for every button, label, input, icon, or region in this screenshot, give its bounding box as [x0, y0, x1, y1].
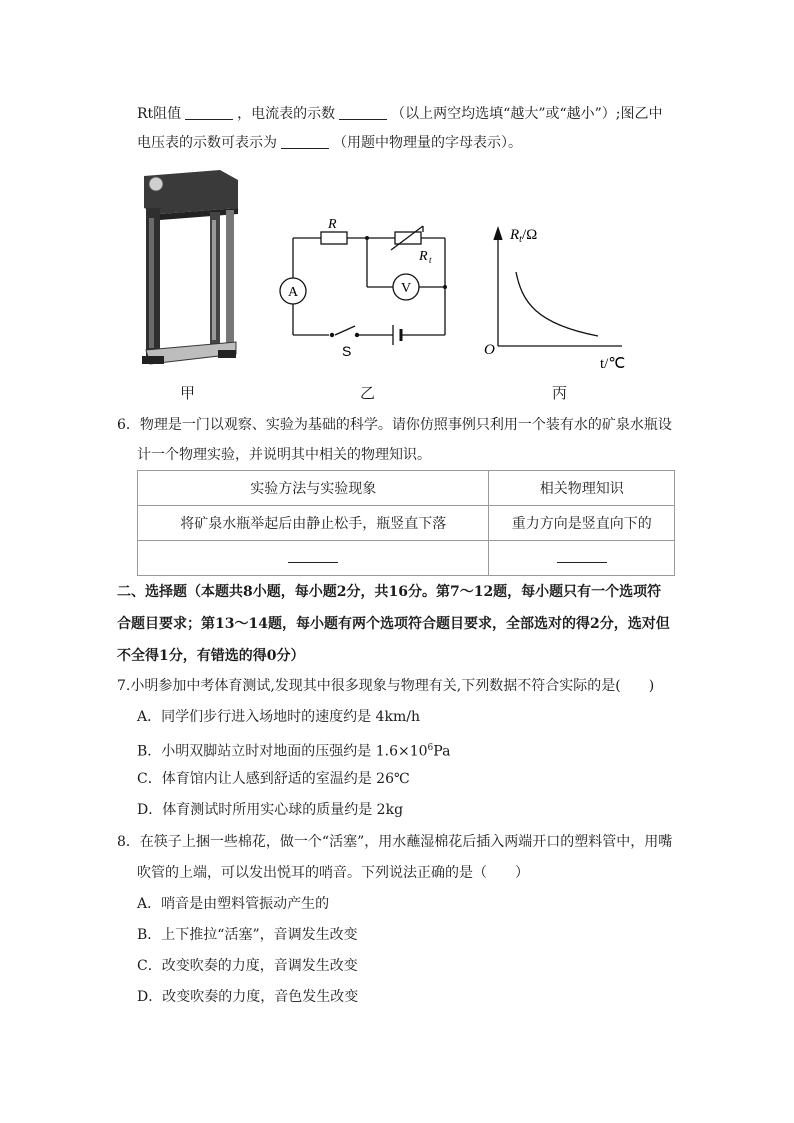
intro-text-c: （以上两空均选填“越大”或“越小”）;图乙中 [391, 106, 663, 122]
q7-option-b-unit: Pa [433, 743, 451, 760]
table-answer-cell [138, 541, 489, 576]
q8-option-b: B．上下推拉“活塞”，音调发生改变 [137, 927, 358, 943]
answer-blank [557, 550, 607, 563]
label-thermistor: R [419, 249, 428, 264]
label-switch: S [342, 343, 352, 359]
answer-blank [281, 134, 329, 149]
intro-line-1 [137, 104, 663, 124]
q7-option-c: C．体育馆内让人感到舒适的室温约是 26℃ [137, 771, 410, 787]
q7-option-b-exp: 6 [427, 743, 434, 753]
q7-option-b [137, 738, 450, 762]
graph-ylabel [509, 227, 537, 245]
label-ammeter: A [288, 285, 299, 300]
q7-option-a: A．同学们步行进入场地时的速度约是 4km/h [137, 709, 420, 725]
graph-ylabel-symbol: R [510, 227, 520, 243]
q8-line-1: 8．在筷子上捆一些棉花，做一个“活塞”，用水蘸湿棉花后插入两端开口的塑料管中，用嘴 [117, 834, 673, 850]
label-resistor: R [328, 217, 337, 232]
label-thermistor-sub: t [429, 255, 432, 265]
q7-option-b-text: B．小明双脚站立时对地面的压强约是 1.6×10 [137, 743, 428, 760]
table-header-method: 实验方法与实验现象 [138, 471, 489, 506]
q7-option-d: D．体育测试时所用实心球的质量约是 2kg [137, 802, 404, 818]
graph-xlabel: t/℃ [600, 356, 626, 372]
answer-blank [185, 105, 233, 120]
graph-ylabel-sub: t [519, 234, 522, 245]
label-voltmeter: V [401, 281, 412, 296]
intro-line-2 [137, 133, 522, 153]
q8-option-a: A．哨音是由塑料管振动产生的 [137, 896, 330, 912]
table-cell-method: 将矿泉水瓶举起后由静止松手，瓶竖直下落 [138, 506, 489, 541]
table-row [138, 506, 675, 541]
q8-line-2: 吹管的上端，可以发出悦耳的哨音。下列说法正确的是（ ） [137, 865, 529, 881]
section2-line-1: 二、选择题（本题共8小题，每小题2分，共16分。第7～12题，每小题只有一个选项符 [117, 584, 662, 600]
answer-blank [339, 105, 387, 120]
graph-ylabel-unit: /Ω [521, 227, 538, 243]
intro-text-e: （用题中物理量的字母表示）。 [333, 135, 522, 151]
caption-bing: 丙 [552, 384, 568, 402]
table-header-row [138, 471, 675, 506]
intro-text-a: Rt阻值 [137, 106, 182, 122]
intro-text-d: 电压表的示数可表示为 [137, 135, 277, 151]
section2-line-3: 不全得1分，有错选的得0分） [117, 648, 305, 664]
figure-rt-graph [482, 222, 642, 372]
table-row-answer [138, 541, 675, 576]
q7-stem: 7.小明参加中考体育测试,发现其中很多现象与物理有关,下列数据不符合实际的是( ) [117, 678, 655, 694]
q8-option-c: C．改变吹奏的力度，音调发生改变 [137, 958, 358, 974]
table-header-knowledge: 相关物理知识 [489, 471, 675, 506]
intro-text-b: ，电流表的示数 [237, 106, 336, 122]
figure-gate-image [140, 168, 240, 368]
caption-yi: 乙 [360, 384, 376, 402]
q8-option-d: D．改变吹奏的力度，音色发生改变 [137, 989, 359, 1005]
caption-jia: 甲 [180, 384, 196, 402]
section2-line-2: 合题目要求；第13～14题，每小题有两个选项符合题目要求，全部选对的得2分，选对但 [117, 616, 670, 632]
q6-line-1: 6．物理是一门以观察、实验为基础的科学。请你仿照事例只利用一个装有水的矿泉水瓶设 [117, 417, 672, 433]
experiment-table [137, 470, 675, 576]
graph-origin: O [484, 342, 495, 358]
table-answer-cell [489, 541, 675, 576]
q6-line-2: 计一个物理实验，并说明其中相关的物理知识。 [137, 447, 431, 463]
table-cell-knowledge: 重力方向是竖直向下的 [489, 506, 675, 541]
answer-blank [288, 550, 338, 563]
figure-circuit-diagram [275, 210, 460, 360]
